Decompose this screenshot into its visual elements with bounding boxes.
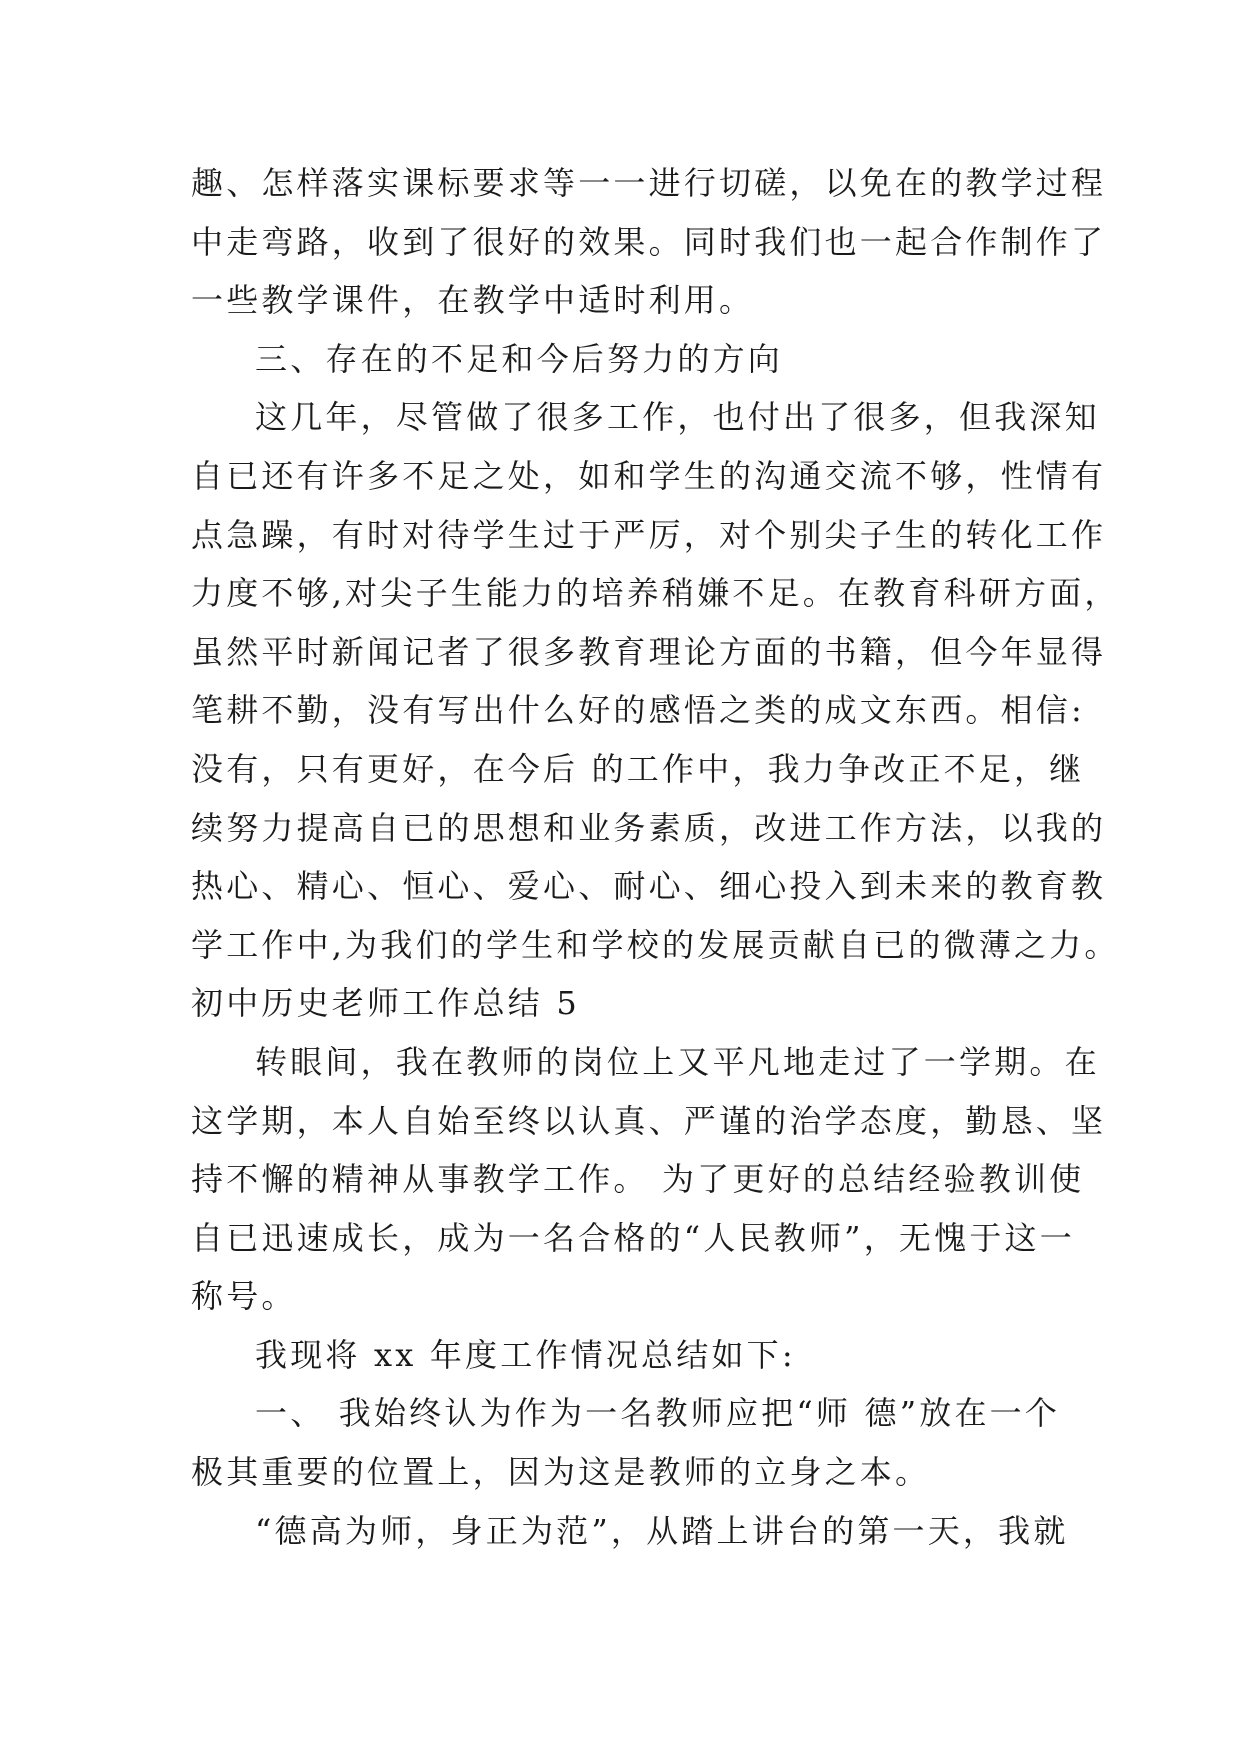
text-line: 一、 我始终认为作为一名教师应把“师 德”放在一个 xyxy=(255,1394,1061,1433)
text-line: 我现将 xx 年度工作情况总结如下: xyxy=(255,1335,796,1374)
text-line: 极其重要的位置上，因为这是教师的立身之本。 xyxy=(191,1453,931,1492)
text-line: 续努力提高自已的思想和业务素质，改进工作方法，以我的 xyxy=(191,808,1107,847)
text-line: 笔耕不勤，没有写出什么好的感悟之类的成文东西。相信: xyxy=(191,691,1085,730)
text-line: 中走弯路，收到了很好的效果。同时我们也一起合作制作了 xyxy=(191,222,1107,261)
text-line: 这几年，尽管做了很多工作，也付出了很多，但我深知 xyxy=(255,398,1100,437)
document-body xyxy=(191,154,1120,1560)
text-line: 学工作中,为我们的学生和学校的发展贡献自已的微薄之力。 xyxy=(191,925,1120,964)
text-line: 转眼间，我在教师的岗位上又平凡地走过了一学期。在 xyxy=(255,1042,1100,1081)
text-line: 一些教学课件，在教学中适时利用。 xyxy=(191,281,755,320)
text-line: 力度不够,对尖子生能力的培养稍嫌不足。在教育科研方面， xyxy=(191,574,1120,613)
text-line: 自已还有许多不足之处，如和学生的沟通交流不够，性情有 xyxy=(191,456,1107,495)
text-line: 热心、精心、恒心、爱心、耐心、细心投入到未来的教育教 xyxy=(191,867,1107,906)
text-line: 虽然平时新闻记者了很多教育理论方面的书籍，但今年显得 xyxy=(191,632,1107,671)
text-line: 初中历史老师工作总结 5 xyxy=(191,984,580,1023)
text-line: 没有，只有更好，在今后 的工作中，我力争改正不足，继 xyxy=(191,749,1085,788)
text-line: 称号。 xyxy=(191,1277,297,1316)
text-line: 三、存在的不足和今后努力的方向 xyxy=(255,339,784,378)
text-line: 这学期，本人自始至终以认真、严谨的治学态度，勤恳、坚 xyxy=(191,1101,1107,1140)
text-line: 自已迅速成长，成为一名合格的“人民教师”，无愧于这一 xyxy=(191,1218,1075,1257)
text-line: 持不懈的精神从事教学工作。 为了更好的总结经验教训使 xyxy=(191,1160,1085,1199)
text-line: 点急躁，有时对待学生过于严厉，对个别尖子生的转化工作 xyxy=(191,515,1107,554)
text-line: “德高为师，身正为范”，从踏上讲台的第一天，我就 xyxy=(255,1511,1069,1550)
text-line: 趣、怎样落实课标要求等一一进行切磋，以免在的教学过程 xyxy=(191,164,1107,202)
